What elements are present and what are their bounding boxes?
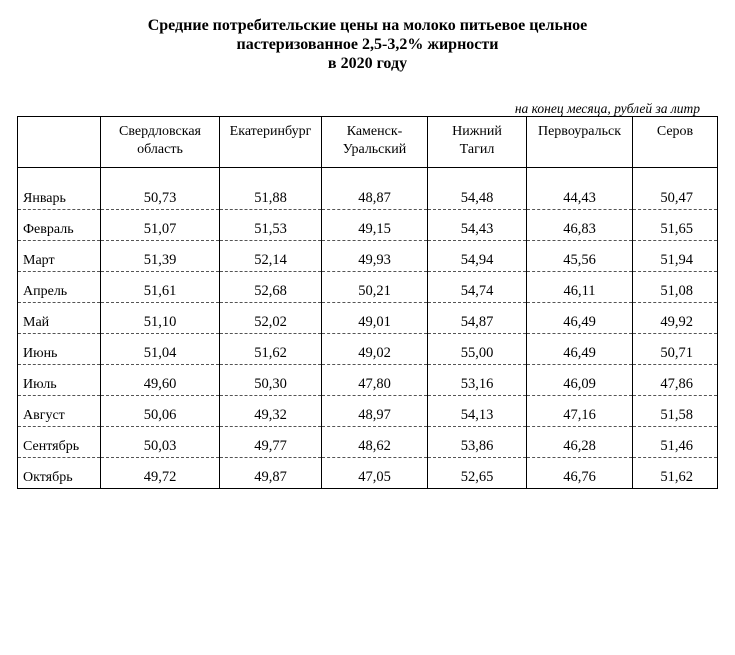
price-cell: 47,16 [527,396,633,427]
price-cell: 51,94 [633,241,718,272]
table-row [18,241,718,272]
price-cell: 46,09 [527,365,633,396]
price-cell: 47,80 [322,365,428,396]
price-cell: 48,62 [322,427,428,458]
price-cell: 51,39 [101,241,220,272]
price-cell: 47,05 [322,458,428,489]
price-cell: 49,60 [101,365,220,396]
month-cell: Март [18,241,101,272]
price-cell: 46,49 [527,334,633,365]
price-cell: 51,53 [220,210,322,241]
price-cell: 54,94 [428,241,527,272]
price-cell: 50,03 [101,427,220,458]
table-row [18,396,718,427]
price-cell: 51,61 [101,272,220,303]
price-cell: 51,65 [633,210,718,241]
price-cell: 49,01 [322,303,428,334]
title-line-2: пастеризованное 2,5-3,2% жирности [236,36,499,53]
price-cell: 51,62 [220,334,322,365]
month-cell: Август [18,396,101,427]
title-line-1: Средние потребительские цены на молоко питьевое цельное [147,17,588,34]
table-row [18,303,718,334]
price-cell: 51,58 [633,396,718,427]
month-cell: Февраль [18,210,101,241]
price-cell: 51,88 [220,168,322,210]
table-row [18,458,718,489]
price-cell: 46,76 [527,458,633,489]
price-cell: 49,77 [220,427,322,458]
price-cell: 46,11 [527,272,633,303]
unit-note: на конец месяца, рублей за литр [514,101,700,116]
column-header [18,117,101,168]
table-header-row [18,117,718,168]
table-row [18,272,718,303]
price-cell: 49,32 [220,396,322,427]
month-cell: Июнь [18,334,101,365]
column-header: Свердловская область [101,117,220,168]
price-cell: 44,43 [527,168,633,210]
title-line-3: в 2020 году [327,55,408,72]
price-cell: 51,04 [101,334,220,365]
table-row [18,365,718,396]
month-cell: Сентябрь [18,427,101,458]
column-header: Серов [633,117,718,168]
price-cell: 54,87 [428,303,527,334]
price-cell: 45,56 [527,241,633,272]
price-table [17,116,718,489]
price-cell: 50,47 [633,168,718,210]
price-cell: 49,87 [220,458,322,489]
price-cell: 54,48 [428,168,527,210]
table-row [18,334,718,365]
column-header: Каменск- Уральский [322,117,428,168]
price-cell: 47,86 [633,365,718,396]
price-cell: 55,00 [428,334,527,365]
price-cell: 50,71 [633,334,718,365]
table-body [18,168,718,489]
price-cell: 50,06 [101,396,220,427]
price-cell: 54,43 [428,210,527,241]
table-row [18,210,718,241]
price-cell: 54,74 [428,272,527,303]
month-cell: Май [18,303,101,334]
table-row [18,168,718,210]
price-cell: 49,93 [322,241,428,272]
price-cell: 50,30 [220,365,322,396]
price-cell: 52,14 [220,241,322,272]
column-header: Нижний Тагил [428,117,527,168]
price-cell: 48,87 [322,168,428,210]
price-cell: 50,21 [322,272,428,303]
price-cell: 53,16 [428,365,527,396]
price-cell: 49,02 [322,334,428,365]
month-cell: Октябрь [18,458,101,489]
price-cell: 46,83 [527,210,633,241]
price-cell: 49,92 [633,303,718,334]
price-cell: 52,68 [220,272,322,303]
price-cell: 46,28 [527,427,633,458]
month-cell: Июль [18,365,101,396]
month-cell: Январь [18,168,101,210]
price-cell: 52,02 [220,303,322,334]
price-cell: 48,97 [322,396,428,427]
price-cell: 50,73 [101,168,220,210]
price-cell: 52,65 [428,458,527,489]
price-cell: 51,62 [633,458,718,489]
column-header: Екатеринбург [220,117,322,168]
price-cell: 49,15 [322,210,428,241]
month-cell: Апрель [18,272,101,303]
price-cell: 53,86 [428,427,527,458]
document-title [0,16,735,73]
price-cell: 51,08 [633,272,718,303]
price-cell: 51,07 [101,210,220,241]
price-cell: 49,72 [101,458,220,489]
price-cell: 46,49 [527,303,633,334]
price-cell: 51,46 [633,427,718,458]
price-cell: 54,13 [428,396,527,427]
price-cell: 51,10 [101,303,220,334]
column-header: Первоуральск [527,117,633,168]
table-row [18,427,718,458]
